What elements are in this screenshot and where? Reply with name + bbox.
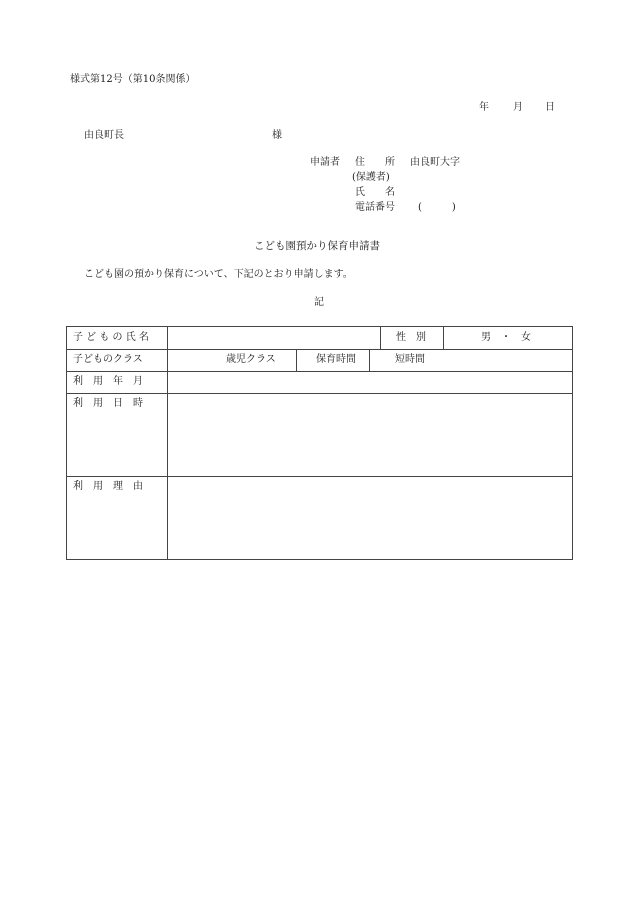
child-class-label: 子どものクラス <box>73 354 143 365</box>
applicant-label: 申請者 <box>310 157 340 168</box>
addressee: 由良町長 <box>84 130 124 141</box>
gender-label-divider <box>380 327 381 349</box>
date-day-label: 日 <box>545 102 555 113</box>
label-column-divider <box>167 327 168 559</box>
address-value: 由良町大字 <box>410 157 460 168</box>
phone-label: 電話番号 <box>355 202 395 213</box>
class-divider <box>296 349 297 371</box>
use-month-label: 利 用 年 月 <box>73 376 143 387</box>
ki-heading: 記 <box>314 297 324 308</box>
use-datetime-label: 利 用 日 時 <box>73 398 143 409</box>
child-name-label: 子 ど も の 氏 名 <box>73 332 149 343</box>
application-table <box>66 326 573 560</box>
date-month-label: 月 <box>513 102 523 113</box>
row-divider <box>67 393 572 394</box>
name-label: 氏 名 <box>355 187 395 198</box>
guardian-label: (保護者) <box>352 172 390 183</box>
age-class-text: 歳児クラス <box>226 354 276 365</box>
gender-value: 男 ・ 女 <box>481 332 531 343</box>
care-time-divider <box>369 349 370 371</box>
row-divider <box>67 476 572 477</box>
phone-paren: ( ) <box>418 202 456 213</box>
address-label: 住 所 <box>355 157 395 168</box>
date-year-label: 年 <box>479 102 489 113</box>
gender-value-divider <box>443 327 444 349</box>
gender-label: 性 別 <box>396 332 426 343</box>
care-time-label: 保育時間 <box>316 354 356 365</box>
form-number: 様式第12号（第10条関係） <box>70 74 196 85</box>
row-divider <box>67 371 572 372</box>
addressee-suffix: 様 <box>272 130 282 141</box>
use-reason-label: 利 用 理 由 <box>73 481 143 492</box>
row-divider <box>67 349 572 350</box>
intro-text: こども園の預かり保育について、下記のとおり申請します。 <box>84 269 353 280</box>
document-title: こども園預かり保育申請書 <box>254 240 380 252</box>
short-time-text: 短時間 <box>395 354 425 365</box>
